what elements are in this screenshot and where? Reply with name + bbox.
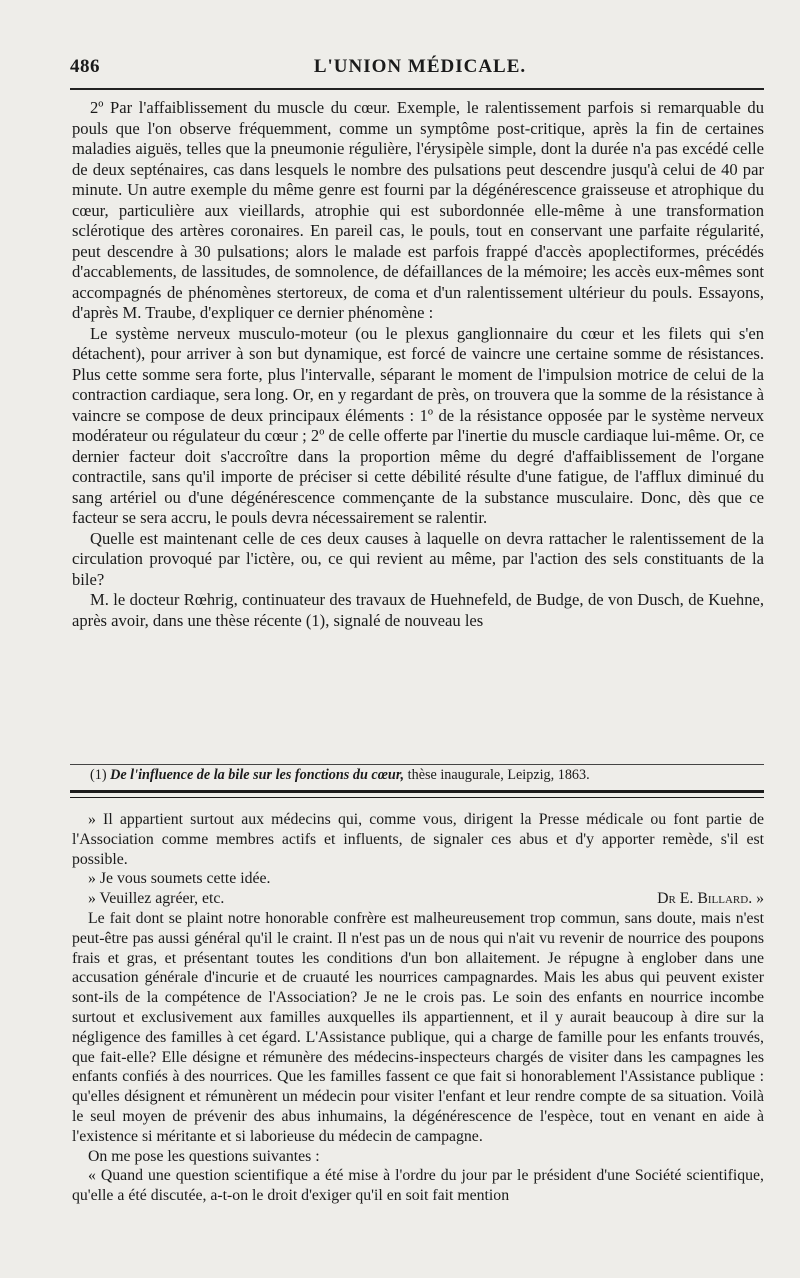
paragraph: Le fait dont se plaint notre honorable confrère est malheureusement trop commun, sans doute, mais n'est peut-être pas aussi général qu'il le craint. Il n'est pas un de nous qui n'ait vu revenir de nourrice des poupons frais et gras, et présentant toutes les conditions d'un bon allaitement. Je répugne à englober dans une accusation générale d'incurie et de cruauté les nourrices campagnardes. Mais les abus qui peuvent exister sont-ils de la compétence de l'Association? Je ne le crois pas. Le soin des enfants en nourrice incombe surtout et exclusivement aux familles auxquelles ils appartiennent, et il y aurait beaucoup à dire sur la négligence des familles à cet égard. L'Assistance publique, qui a charge de famille pour les enfants trouvés, que fait-elle? Elle désigne et rémunère des médecins-inspecteurs chargés de visiter dans les campagnes les enfants confiés à des nourrices. Que les familles fassent ce que fait si honorablement l'Assistance publique : qu'elles désignent et rémunèrent un médecin pour visiter l'enfant et leur rendre compte de sa situation. Voilà le seul moyen de prévenir des abus inhumains, la dégénérescence de l'espèce, tout en venant en aide à l'existence si méritante et si laborieuse du médecin de campagne. bbox=[72, 909, 764, 1145]
paragraph: » Il appartient surtout aux médecins qui, comme vous, dirigent la Presse médicale ou font partie de l'Association comme membres actifs et influents, de signaler ces abus et d'y apporter remède, s'il est possible. bbox=[72, 811, 764, 868]
closing-line bbox=[72, 889, 764, 909]
paragraph: Le système nerveux musculo-moteur (ou le plexus ganglionnaire du cœur et les filets qui s'en détachent), pour arriver à son but dynamique, est forcé de vaincre une certaine somme de résistances. Plus cette somme sera forte, plus l'intervalle, séparant le moment de l'impulsion motrice de celui de la contraction cardiaque, sera long. Or, en y regardant de près, on trouvera que la somme de la résistance à vaincre se compose de deux principaux éléments : 1º de la résistance opposée par le système nerveux modérateur ou régulateur du cœur ; 2º de celle offerte par l'inertie du muscle cardiaque lui-même. Or, ce dernier facteur doit s'accroître dans la proportion même du degré d'affaiblissement de l'organe contractile, sans qu'il importe de préciser si cette débilité résulte d'une fatigue, de l'afflux diminué du sang artériel ou d'une dégénérescence commençante de la substance musculaire. Donc, dès que ce facteur se sera accru, le pouls devra nécessairement se ralentir. bbox=[72, 323, 764, 527]
paragraph: « Quand une question scientifique a été mise à l'ordre du jour par le président d'une Société scientifique, qu'elle a été discutée, a-t-on le droit d'exiger qu'il en soit fait mention bbox=[72, 1167, 764, 1205]
footnote-marker: (1) bbox=[90, 767, 107, 783]
footnote-title: De l'influence de la bile sur les fonctions du cœur, bbox=[110, 767, 405, 783]
article-body bbox=[72, 98, 764, 631]
signature: Dr E. Billard. » bbox=[657, 890, 764, 908]
paragraph: On me pose les questions suivantes : bbox=[88, 1147, 320, 1165]
paragraph: » Je vous soumets cette idée. bbox=[88, 870, 271, 888]
page-header bbox=[70, 56, 770, 86]
header-rule bbox=[70, 88, 764, 90]
paragraph: 2º Par l'affaiblissement du muscle du cœur. Exemple, le ralentissement parfois si remarquable du pouls que l'on observe fréquemment, comme un symptôme post-critique, après la fin de certaines maladies aiguës, telles que la pneumonie régulière, l'érysipèle simple, dont la durée n'a pas excédé celle de deux septénaires, cas dans lesquels le nombre des pulsations peut descendre jusqu'à celui de 40 par minute. Un autre exemple du même genre est fourni par la dégénérescence graisseuse et atrophique du cœur, particulière aux vieillards, atrophie qui est subordonnée elle-même à une transformation sclérotique des artères coronaires. En pareil cas, le pouls, tout en conservant une parfaite régularité, peut descendre à 30 pulsations; alors le malade est parfois frappé d'accès apoplectiformes, précédés d'accablements, de lassitudes, de somnolence, de défaillances de la mémoire; les accès eux-mêmes sont accompagnés de phénomènes stertoreux, de coma et d'un ralentissement ultérieur du pouls. Essayons, d'après M. Traube, d'expliquer ce dernier phénomène : bbox=[72, 98, 764, 322]
paragraph: M. le docteur Rœhrig, continuateur des travaux de Huehnefeld, de Budge, de von Dusch, de Kuehne, après avoir, dans une thèse récente (1), signalé de nouveau les bbox=[72, 590, 764, 630]
paragraph: » Veuillez agréer, etc. bbox=[88, 890, 225, 908]
section-divider bbox=[70, 790, 764, 798]
running-title: L'UNION MÉDICALE. bbox=[313, 56, 527, 77]
paragraph: Quelle est maintenant celle de ces deux causes à laquelle on devra rattacher le ralentissement de la circulation provoqué par l'ictère, ou, ce qui revient au même, par l'action des sels constituants de la bile? bbox=[72, 528, 764, 589]
footnote bbox=[90, 766, 770, 784]
letter-section bbox=[72, 810, 764, 1206]
footnote-rest: thèse inaugurale, Leipzig, 1863. bbox=[404, 767, 590, 783]
footnote-rule bbox=[70, 764, 764, 765]
page-number: 486 bbox=[70, 56, 100, 77]
